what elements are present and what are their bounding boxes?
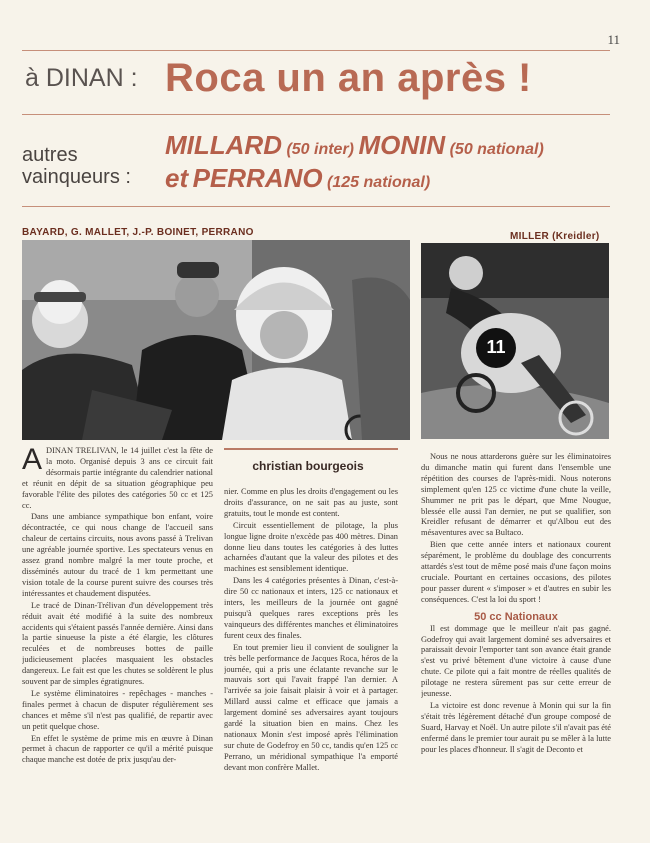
col2-paragraph-2: Circuit essentiellement de pilotage, la plus longue ligne droite n'excède pas 400 mètres. Dinan donne lieu dans toutes les catégories à des luttes acharnées d'autant que la valeur des pilotes et des machines est sensiblement identique. [224, 520, 398, 574]
section-heading-50cc-nationaux: 50 cc Nationaux [474, 610, 558, 623]
col1-paragraph-1 [22, 446, 213, 511]
winner-2-name: MONIN [358, 130, 446, 160]
article-column-2 [224, 487, 398, 837]
subtitle-label-line2: vainqueurs : [22, 166, 131, 188]
right-photo-rider [421, 243, 609, 439]
header-middle-rule [22, 114, 610, 115]
col1-paragraph-1-text: DINAN TRELIVAN, le 14 juillet c'est la fête de la moto. Organisé depuis 3 ans ce circuit fait désormais partie intégrante du calendrier national et réunit en dépit de sa situation géographique peu favorable l'élite des pilotes des catégories 50 cc et 125 cc. [22, 446, 213, 510]
winner-3-name: PERRANO [192, 163, 323, 193]
headline-prefix: à DINAN : [25, 64, 138, 92]
subtitle-label [22, 144, 131, 188]
left-photo-riders [22, 240, 410, 440]
col3-paragraph-2: Bien que cette année inters et nationaux courent séparément, le problème du doublage des concurrents attardés s'est tout de même posé mais d'une façon moins cruciale. Pourtant en certaines occasions, des pilotes pour passer durent « s'imposer » et d'autres en subir les conséquences. C'est la loi du sport ! [421, 540, 611, 604]
winners-line-1 [165, 130, 544, 161]
col2-paragraph-3: Dans les 4 catégories présentes à Dinan, c'est-à-dire 50 cc nationaux et inters, 125 cc nationaux et inters, les meilleurs de la journée ont gagné puisqu'à quelques rares exceptions près les vainqueurs des différentes manches et éliminatoires furent ceux des finales. [224, 576, 398, 640]
byline-rule [224, 448, 398, 450]
winner-3-class: (125 national) [327, 174, 431, 191]
col1-paragraph-4: Le système éliminatoires - repêchages - manches - finales permet à chacun de disputer régulièrement ses chances et même s'il n'est pas qualifié, de repartir avec un petit quelque chose. [22, 688, 213, 731]
article-column-3 [421, 452, 611, 838]
col1-paragraph-5: En effet le système de prime mis en œuvre à Dinan permet à chacun de rapporter ce qu'il a mérité puisque chaque manche est dotée de prix jusqu'au der- [22, 733, 213, 765]
col3-paragraph-4: La victoire est donc revenue à Monin qui sur la fin s'était très légèrement détaché d'un groupe composé de Suard, Harvay et Noël. Un autre pilote s'il n'avait pas été enfermé dans le premier tour aurait pu se mêler à la lutte pour les places d'honneur. Il s'agit de Deconto et [421, 700, 611, 754]
page-number: 11 [607, 32, 620, 47]
header-bottom-rule [22, 206, 610, 207]
col3-paragraph-1: Nous ne nous attarderons guère sur les éliminatoires du dimanche matin qui furent dans l'ensemble une répétition des courses de l'après-midi. Nous noterons simplement qu'en 125 cc victime d'une chute la veille, Shummer ne prit pas le départ, que Mme Nougue, blessée elle aussi l'an dernier, ne put se qualifier, son Kreidler refusant de démarrer et qu'Albou eut des mésaventures avec sa Bultaco. [421, 452, 611, 538]
winner-2-class: (50 national) [449, 141, 544, 158]
drop-cap: A [22, 446, 43, 476]
article-column-1 [22, 446, 213, 838]
headline-title: Roca un an après ! [165, 56, 532, 100]
col1-paragraph-3: Le tracé de Dinan-Trélivan d'un développement très réduit avait été modifié à la suite des nombreux accidents qui s'étaient passés l'année dernière. Ainsi dans la partie sinueuse la piste a été élargie, les clôtures reculées et de nombreuses bottes de paille judicieusement placées masquaient les obstacles dangereux. Le fait est que les chutes se soldèrent le plus souvent par de simples égratignures. [22, 600, 213, 687]
col2-paragraph-1: nier. Comme en plus les droits d'engagement ou les droits d'assurance, on ne sait pas au juste, sont gratuits, tout le monde est content. [224, 487, 398, 518]
right-photo-caption: MILLER (Kreidler) [510, 231, 600, 242]
winner-1-name: MILLARD [165, 130, 282, 160]
header-top-rule [22, 50, 610, 51]
winners-line-2 [165, 163, 430, 194]
col1-paragraph-2: Dans une ambiance sympathique bon enfant, voire décontractée, ce qui nous change de l'accueil sans chaleur de certains circuits, nous avons passé à Trelivan une agréable journée sportive. Les spectateurs venus en assez grand nombre malgré la mer toute proche, et disséminés autour du tracé de 1 km permettant une vision totale de la course purent suivre des courses très intéressantes et chaudement disputées. [22, 512, 213, 598]
byline: christian bourgeois [252, 459, 364, 473]
winner-1-class: (50 inter) [286, 141, 355, 158]
col3-paragraph-3: Il est dommage que le meilleur n'ait pas gagné. Godefroy qui avait largement dominé ses adversaires et paraissait devoir l'emporter tant son avance était grande s'est vu privé bêtement d'une victoire à cause d'une chute. Ce pilote qui a fait montre de réelles qualités de pilotage ne restera sûrement pas sur cette erreur de jeunesse. [421, 623, 611, 699]
subtitle-label-line1: autres [22, 144, 78, 166]
winner-3-prefix: et [165, 163, 189, 193]
race-number-plate: 11 [486, 337, 506, 357]
left-photo-caption: BAYARD, G. MALLET, J.-P. BOINET, PERRANO [22, 227, 254, 238]
col2-paragraph-4: En tout premier lieu il convient de souligner la très belle performance de Jacques Roca, héros de la journée, qui a pris une éclatante revanche sur le mauvais sort qui l'avait frappé l'an dernier. A l'arrivée sa joie faisait plaisir à voir et à partager. Millard aussi calme et efficace que jamais a largement dominé ses adversaires ayant toujours gardé la situation bien en mains. Chez les nationaux Monin s'est imposé après l'élimination sur chute de Godefroy en 50 cc, tandis qu'en 125 cc Perrano, un méridional sympathique l'a emporté devant mon confrère Mallet. [224, 642, 398, 772]
